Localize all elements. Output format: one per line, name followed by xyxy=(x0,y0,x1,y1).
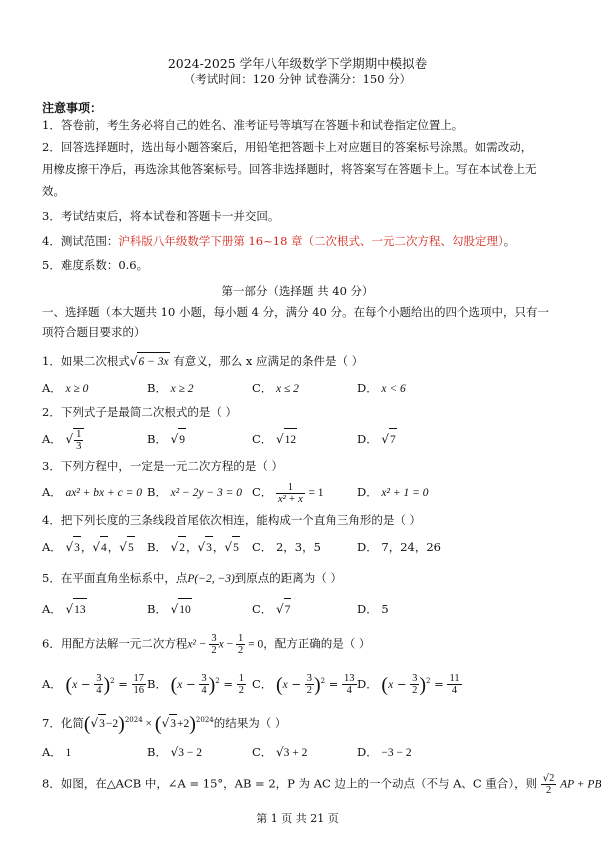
q5-options xyxy=(42,598,557,624)
note-1: 1．答卷前，考生务必将自己的姓名、准考证号等填写在答题卡和试卷指定位置上。 xyxy=(42,118,464,132)
question-5: 5．在平面直角坐标系中，点P(−2, −3)到原点的距离为（ ） xyxy=(42,571,342,585)
note-4 xyxy=(42,232,557,251)
note-3: 3．考试结束后，将本试卷和答题卡一并交回。 xyxy=(42,209,280,223)
q4-option-c[interactable]: C． 2，3，5 xyxy=(252,540,321,554)
note-2a: 2．回答选择题时，选出每小题答案后，用铅笔把答题卡上对应题目的答案标号涂黑。如需改动， xyxy=(42,140,533,154)
q7-option-a[interactable]: A． 1 xyxy=(42,745,72,759)
note-5: 5．难度系数：0.6。 xyxy=(42,258,149,272)
q7-option-b[interactable]: B． √3 − 2 xyxy=(147,745,203,759)
notes-heading: 注意事项： xyxy=(42,101,103,115)
q5-option-d[interactable]: D． 5 xyxy=(357,602,389,616)
note-4-scope: 沪科版八年级数学下册第 16~18 章（二次根式、一元二次方程、勾股定理） xyxy=(118,234,504,248)
q3-option-a[interactable]: A． ax² + bx + c = 0 xyxy=(42,485,143,499)
q6-option-a[interactable]: A． (x − $\frac{3}{4}$ )$^2$ = $\frac{17}{16}$ xyxy=(42,673,145,697)
exam-title: 2024-2025 学年八年级数学下学期期中模拟卷 xyxy=(167,56,428,71)
q1-stem: 1．如果二次根式 xyxy=(42,354,130,368)
question-7: 7．化简$(√3-2)^{2024} \times (√3+2)^{2024}$的结果为（ ） xyxy=(42,712,287,735)
q6-options xyxy=(42,670,557,702)
q2-option-a[interactable]: A． √ $\frac{1}{3}$ xyxy=(42,428,84,452)
q1-options xyxy=(42,377,557,403)
q2-option-b[interactable]: B． √9 xyxy=(147,428,186,451)
q4-option-b[interactable]: B． √2，√3，√5 xyxy=(147,536,240,559)
note-4-suffix: 。 xyxy=(503,234,516,248)
note-2b: 用橡皮擦干净后，再选涂其他答案标号。回答非选择题时，将答案写在答题卡上。写在本试卷上无 xyxy=(42,162,537,176)
q5-option-b[interactable]: B． √10 xyxy=(147,598,192,621)
question-6: 6．用配方法解一元二次方程x² − $\frac{3}{2}$ x − $\frac{1}{2}$ = 0，配方正确的是（ ） xyxy=(42,633,371,656)
q1-stem-end: 有意义，那么 x 应满足的条件是（ ） xyxy=(173,354,364,368)
q3-option-d[interactable]: D． x² + 1 = 0 xyxy=(357,485,429,499)
q1-option-d[interactable]: D． x < 6 xyxy=(357,381,406,395)
q2-option-d[interactable]: D． √7 xyxy=(357,428,397,451)
q3-options xyxy=(42,481,557,507)
q7-option-d[interactable]: D． −3 − 2 xyxy=(357,745,412,759)
q1-radicand: 6 − 3x xyxy=(137,352,169,371)
q5-option-c[interactable]: C． √7 xyxy=(252,598,291,621)
question-3: 3．下列方程中，一定是一元二次方程的是（ ） xyxy=(42,459,283,473)
q1-option-a[interactable]: A． x ≥ 0 xyxy=(42,381,89,395)
note-2c: 效。 xyxy=(42,184,65,198)
q7-option-c[interactable]: C． √3 + 2 xyxy=(252,745,308,759)
q6-option-c[interactable]: C． (x − $\frac{3}{2}$ )$^2$ = $\frac{13}{4}$ xyxy=(252,673,355,697)
section-title: 第一部分（选择题 共 40 分） xyxy=(221,284,374,298)
q4-option-a[interactable]: A． √3，√4，√5 xyxy=(42,536,135,559)
question-2: 2．下列式子是最简二次根式的是（ ） xyxy=(42,405,237,419)
q1-option-b[interactable]: B． x ≥ 2 xyxy=(147,381,194,395)
section-intro-b: 项符合题目要求的） xyxy=(42,325,146,339)
question-8: 8．如图，在△ACB 中，∠A = 15°，AB = 2，P 为 AC 边上的一个动点（不与 A、C 重合），则 $\frac{√2}{2}$ AP + PB xyxy=(42,773,601,796)
q4-options xyxy=(42,536,557,562)
question-1: 1．如果二次根式√6 − 3x 有意义，那么 x 应满足的条件是（ ） xyxy=(42,352,557,371)
q3-option-b[interactable]: B． x² − 2y − 3 = 0 xyxy=(147,485,243,499)
page-footer: 第 1 页 共 21 页 xyxy=(256,812,339,825)
q6-option-b[interactable]: B． (x − $\frac{3}{4}$ )$^2$ = $\frac{1}{2}$ xyxy=(147,673,244,697)
q6-option-d[interactable]: D． (x − $\frac{3}{2}$ )$^2$ = $\frac{11}{4}$ xyxy=(357,673,460,697)
exam-subtitle: （考试时间：120 分钟 试卷满分：150 分） xyxy=(183,72,412,86)
q2-options xyxy=(42,428,557,454)
note-4-prefix: 4．测试范围： xyxy=(42,234,119,248)
q5-option-a[interactable]: A． √13 xyxy=(42,598,87,621)
section-intro-a: 一、选择题（本大题共 10 小题，每小题 4 分，满分 40 分。在每个小题给出的四个选项中，只有一 xyxy=(42,305,550,319)
q1-option-c[interactable]: C． x ≤ 2 xyxy=(252,381,299,395)
question-4: 4．把下列长度的三条线段首尾依次相连，能构成一个直角三角形的是（ ） xyxy=(42,513,421,527)
q7-options xyxy=(42,741,557,767)
q3-option-c[interactable]: C． $\frac{1}{\text{x² + x}}$ = 1 xyxy=(252,481,324,505)
q5-point: P(−2, −3) xyxy=(187,573,235,585)
q4-option-d[interactable]: D． 7，24，26 xyxy=(357,540,441,554)
q2-option-c[interactable]: C． √12 xyxy=(252,428,297,451)
